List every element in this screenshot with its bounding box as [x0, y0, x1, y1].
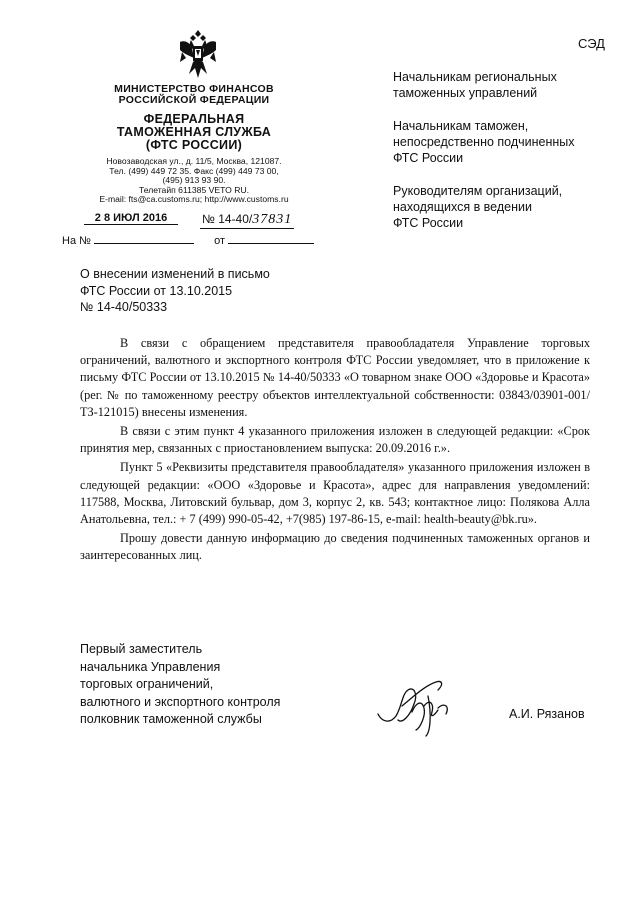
- ministry-line: РОССИЙСКОЙ ФЕДЕРАЦИИ: [118, 94, 270, 106]
- service-line: ТАМОЖЕННАЯ СЛУЖБА: [116, 125, 272, 139]
- addressee-block: [393, 118, 613, 166]
- ot-label: от: [214, 235, 226, 247]
- contact-line: Телетайп 611385 VETO RU.: [138, 184, 250, 195]
- position-line: Первый заместитель: [80, 642, 203, 656]
- position-line: начальника Управления: [80, 659, 221, 674]
- na-label: На №: [62, 235, 91, 247]
- addressee-line: Руководителям организаций,: [393, 184, 563, 198]
- subject-line: № 14-40/50333: [80, 300, 168, 314]
- addressee-line: находящихся в ведении: [393, 200, 532, 214]
- contact-line: Новозаводская ул., д. 11/5, Москва, 121087.: [106, 156, 282, 166]
- position-line: валютного и экспортного контроля: [80, 694, 281, 709]
- ministry-line: МИНИСТЕРСТВО ФИНАНСОВ: [114, 83, 274, 95]
- service-line: (ФТС РОССИИ): [145, 138, 243, 152]
- coat-of-arms-icon: [176, 28, 220, 82]
- addressee-line: Начальникам таможен,: [393, 119, 529, 133]
- subject-line: О внесении изменений в письмо: [80, 267, 270, 281]
- body-paragraph: Пункт 5 «Реквизиты представителя правообладателя» указанного приложения изложен в следующей редакции: «ООО «Здоровье и Красота», адрес для направления уведомлений: 117588, Москва, Литовский бульвар, дом 3, корпус 2, кв. 543; контактное лицо: Полякова Алла Анатольевна, тел.: + 7 (499) 990-05-42, +7(985) 197-86-15, e-mail: health-beauty@bk.ru».: [80, 460, 590, 527]
- outgoing-number: [200, 212, 294, 229]
- addressees: [393, 69, 613, 248]
- ot-blank: [228, 243, 314, 244]
- handwritten-signature: [372, 676, 472, 738]
- reference-line: [62, 235, 314, 247]
- addressee-block: [393, 69, 613, 101]
- body-paragraph: В связи с этим пункт 4 указанного приложения изложен в следующей редакции: «Срок принятия мер, связанных с приостановлением выпуска: 20.09.2016 г.».: [80, 424, 590, 456]
- letter-body: [80, 335, 590, 567]
- contact-line: Тел. (499) 449 72 35. Факс (499) 449 73 00,: [109, 165, 279, 176]
- contact-info: [60, 157, 328, 205]
- position-line: торговых ограничений,: [80, 677, 214, 691]
- signatory-name: А.И. Рязанов: [509, 707, 585, 721]
- service-name: [60, 113, 328, 152]
- contact-line: (495) 913 93 90.: [162, 175, 226, 186]
- service-line: ФЕДЕРАЛЬНАЯ: [143, 112, 245, 126]
- na-blank: [94, 243, 194, 244]
- contact-line: E-mail: fts@ca.customs.ru; http://www.customs.ru: [99, 194, 289, 205]
- addressee-line: таможенных управлений: [393, 86, 538, 100]
- addressee-line: ФТС России: [393, 216, 464, 230]
- sed-mark: СЭД: [578, 36, 605, 51]
- addressee-block: [393, 183, 613, 231]
- signatory-position: [80, 641, 340, 729]
- date-stamp: 2 8 ИЮЛ 2016: [84, 212, 178, 225]
- number-prefix: № 14-40/: [202, 212, 253, 226]
- body-paragraph: В связи с обращением представителя правообладателя Управление торговых ограничений, валютного и экспортного контроля ФТС России уведомляет, что в приложение к письму ФТС России от 13.10.2015 № 14-40/50333 «О товарном знаке ООО «Здоровье и Красота» (рег. № по таможенному реестру объектов интеллектуальной собственности: 03843/03901-001/ТЗ-121015) внесены изменения.: [80, 336, 590, 419]
- addressee-line: Начальникам региональных: [393, 70, 557, 84]
- addressee-line: непосредственно подчиненных: [393, 135, 575, 149]
- position-line: полковник таможенной службы: [80, 712, 262, 726]
- number-handwritten: 37831: [252, 212, 293, 227]
- addressee-line: ФТС России: [393, 151, 464, 165]
- subject-line: ФТС России от 13.10.2015: [80, 283, 233, 298]
- letter-subject: [80, 266, 320, 316]
- body-paragraph: Прошу довести данную информацию до сведения подчиненных таможенных органов и заинтересованных лиц.: [80, 531, 590, 563]
- ministry-name: [60, 84, 328, 106]
